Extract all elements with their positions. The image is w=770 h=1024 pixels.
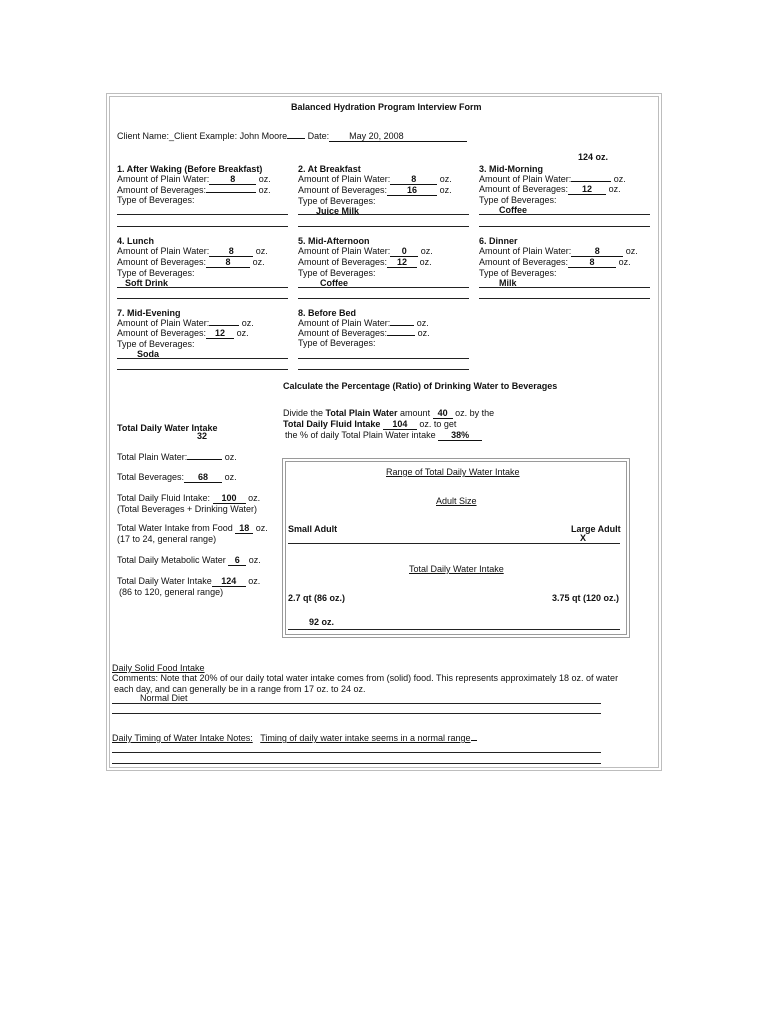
oz-label: oz.	[419, 257, 432, 267]
oz-label: oz.	[255, 246, 268, 256]
beverages-value[interactable]	[206, 192, 256, 193]
oz-label: oz.	[248, 555, 261, 565]
section-title: 3. Mid-Morning	[479, 164, 543, 174]
beverages-value[interactable]: 8	[206, 258, 250, 268]
range-low: 2.7 qt (86 oz.)	[288, 593, 346, 603]
section-lunch	[117, 236, 268, 288]
line	[298, 287, 469, 288]
plain-water-label: Amount of Plain Water:	[117, 246, 210, 256]
client-name-label: Client Name:	[117, 131, 170, 141]
pct-text: the % of daily Total Plain Water intake	[285, 430, 436, 440]
total-fluid-note: (Total Beverages + Drinking Water)	[117, 504, 257, 514]
form-title: Balanced Hydration Program Interview Form	[291, 102, 482, 112]
line	[479, 214, 650, 215]
section-title: 5. Mid-Afternoon	[298, 236, 370, 246]
beverages-label: Amount of Beverages:	[479, 257, 569, 267]
divide-text: oz. by the	[452, 408, 495, 418]
plain-water-total-value[interactable]: 40	[433, 409, 453, 419]
oz-label: oz.	[625, 246, 638, 256]
type-beverages-label: Type of Beverages:	[479, 268, 557, 278]
section-title: 2. At Breakfast	[298, 164, 361, 174]
timing-underline	[471, 740, 477, 741]
small-adult-label: Small Adult	[288, 524, 338, 534]
divide-bold: Total Plain Water	[325, 408, 398, 418]
date-label: Date:	[307, 131, 330, 141]
line	[112, 763, 601, 764]
section-title: 7. Mid-Evening	[117, 308, 181, 318]
oz-label: oz.	[255, 523, 268, 533]
oz-label: oz.	[236, 328, 249, 338]
line	[298, 369, 469, 370]
line	[112, 713, 601, 714]
type-beverages-label: Type of Beverages:	[298, 196, 376, 206]
plain-water-value[interactable]: 0	[390, 247, 418, 257]
beverages-label: Amount of Beverages:	[479, 184, 569, 194]
food-water-row	[117, 523, 268, 544]
food-water-value[interactable]: 18	[235, 524, 253, 534]
type-beverages-value[interactable]: Juice Milk	[316, 206, 360, 216]
range-high: 3.75 qt (120 oz.)	[552, 593, 620, 603]
range-result[interactable]: 92 oz.	[309, 617, 335, 627]
plain-water-value[interactable]	[571, 181, 611, 182]
section-mid-afternoon	[298, 236, 433, 288]
food-water-label: Total Water Intake from Food	[117, 523, 233, 533]
type-beverages-value[interactable]: Soft Drink	[125, 278, 169, 288]
type-beverages-value[interactable]: Coffee	[499, 205, 528, 215]
oz-label: oz.	[252, 257, 265, 267]
oz-label: oz.	[258, 174, 271, 184]
metabolic-water-label: Total Daily Metabolic Water	[117, 555, 226, 565]
fluid-bold: Total Daily Fluid Intake	[283, 419, 381, 429]
section-mid-evening	[117, 308, 254, 359]
range-box-inner	[285, 461, 627, 635]
food-diet[interactable]: Normal Diet	[140, 693, 188, 703]
type-beverages-label: Type of Beverages:	[479, 195, 557, 205]
line	[298, 298, 469, 299]
section-title: 1. After Waking (Before Breakfast)	[117, 164, 263, 174]
oz-label: oz.	[248, 576, 261, 586]
section-at-breakfast	[298, 164, 452, 216]
range-result-line	[288, 629, 620, 630]
type-beverages-label: Type of Beverages:	[117, 195, 195, 205]
total-plain-water-row	[117, 452, 237, 462]
total-intake-value[interactable]: 124	[212, 577, 246, 587]
food-heading: Daily Solid Food Intake	[112, 663, 205, 673]
section-title: 8. Before Bed	[298, 308, 357, 318]
oz-label: oz.	[241, 318, 254, 328]
plain-water-value[interactable]: 8	[209, 247, 253, 257]
total-beverages-value[interactable]: 68	[184, 473, 222, 483]
oz-label: oz.	[224, 452, 237, 462]
calc-heading: Calculate the Percentage (Ratio) of Drinking Water to Beverages	[283, 381, 558, 391]
beverages-value[interactable]: 16	[387, 186, 437, 196]
oz-label: oz.	[417, 328, 430, 338]
total-fluid-value[interactable]: 100	[213, 494, 246, 504]
type-beverages-label: Type of Beverages:	[298, 338, 376, 348]
section-dinner	[479, 236, 638, 288]
oz-label: oz.	[416, 318, 429, 328]
food-comment-2: each day, and can generally be in a range from 17 oz. to 24 oz.	[114, 684, 366, 694]
line	[479, 226, 650, 227]
line	[112, 703, 601, 704]
total-intake-note: (86 to 120, general range)	[119, 587, 224, 597]
line	[298, 358, 469, 359]
plain-water-label: Amount of Plain Water:	[298, 174, 391, 184]
total-beverages-label: Total Beverages:	[117, 472, 185, 482]
total-plain-water-label: Total Plain Water:	[117, 452, 188, 462]
line	[479, 287, 650, 288]
plain-water-label: Amount of Plain Water:	[117, 318, 210, 328]
line	[112, 752, 601, 753]
range-total-label: Total Daily Water Intake	[409, 564, 504, 574]
beverages-label: Amount of Beverages:	[117, 328, 207, 338]
timing-row	[112, 733, 477, 743]
food-water-note: (17 to 24, general range)	[117, 534, 217, 544]
divide-text: Divide the	[283, 408, 326, 418]
size-scale-line	[288, 543, 620, 544]
section-after-waking	[117, 164, 271, 205]
line	[117, 214, 288, 215]
oz-label: oz.	[613, 174, 626, 184]
total-fluid-label: Total Daily Fluid Intake:	[117, 493, 211, 503]
plain-water-label: Amount of Plain Water:	[479, 246, 572, 256]
food-comment-1: Comments: Note that 20% of our daily total water intake comes from (solid) food. This represents approximately 18 oz. of water	[112, 673, 619, 683]
type-beverages-value[interactable]: Soda	[137, 349, 160, 359]
adult-size-label: Adult Size	[436, 496, 477, 506]
oz-label: oz.	[224, 472, 237, 482]
oz-label: oz.	[248, 493, 261, 503]
beverages-value[interactable]: 8	[568, 258, 616, 268]
type-beverages-label: Type of Beverages:	[117, 339, 195, 349]
line	[117, 287, 288, 288]
divide-block	[283, 408, 494, 441]
plain-water-label: Amount of Plain Water:	[117, 174, 210, 184]
plain-water-label: Amount of Plain Water:	[479, 174, 572, 184]
timing-note[interactable]: Timing of daily water intake seems in a normal range	[260, 733, 471, 743]
daily-water-intake-value: 32	[197, 431, 208, 441]
plain-water-value[interactable]	[390, 325, 414, 326]
fluid-text: oz. to get	[416, 419, 457, 429]
total-intake-label: Total Daily Water Intake	[117, 576, 212, 586]
line	[117, 226, 288, 227]
beverages-label: Amount of Beverages:	[117, 257, 207, 267]
section-title: 4. Lunch	[117, 236, 155, 246]
beverages-label: Amount of Beverages:	[298, 328, 388, 338]
oz-label: oz.	[608, 184, 621, 194]
plain-water-value[interactable]: 8	[390, 175, 437, 185]
plain-water-value[interactable]	[209, 325, 239, 326]
large-adult-label: Large Adult	[571, 524, 621, 534]
beverages-value[interactable]: 12	[568, 185, 606, 195]
beverages-value[interactable]: 12	[387, 258, 417, 268]
oz-label: oz.	[258, 185, 271, 195]
total-beverages-row	[117, 472, 237, 483]
metabolic-water-value[interactable]: 6	[228, 556, 246, 566]
line	[117, 298, 288, 299]
type-beverages-label: Type of Beverages:	[117, 268, 195, 278]
type-beverages-value[interactable]: Milk	[499, 278, 517, 288]
total-intake-row	[117, 576, 260, 597]
line	[117, 358, 288, 359]
line	[479, 298, 650, 299]
type-beverages-label: Type of Beverages:	[298, 268, 376, 278]
client-name-underline	[287, 138, 305, 139]
beverages-label: Amount of Beverages:	[117, 185, 207, 195]
plain-water-label: Amount of Plain Water:	[298, 246, 391, 256]
divide-text: amount	[397, 408, 433, 418]
beverages-value[interactable]	[387, 335, 415, 336]
client-line	[117, 131, 467, 142]
oz-label: oz.	[618, 257, 631, 267]
pct-value[interactable]: 38%	[438, 431, 482, 441]
plain-water-label: Amount of Plain Water:	[298, 318, 391, 328]
section-title: 6. Dinner	[479, 236, 518, 246]
date-value[interactable]: May 20, 2008	[329, 131, 467, 142]
plain-water-value[interactable]: 8	[209, 175, 256, 185]
section-mid-morning	[479, 164, 626, 215]
fluid-total-value[interactable]: 104	[383, 420, 417, 430]
beverages-label: Amount of Beverages:	[298, 185, 388, 195]
plain-water-value[interactable]: 8	[571, 247, 623, 257]
large-adult-mark[interactable]: X	[580, 533, 587, 543]
range-title: Range of Total Daily Water Intake	[386, 467, 520, 477]
total-top: 124 oz.	[578, 152, 609, 162]
type-beverages-value[interactable]: Coffee	[320, 278, 349, 288]
oz-label: oz.	[420, 246, 433, 256]
line	[298, 226, 469, 227]
timing-heading: Daily Timing of Water Intake Notes:	[112, 733, 253, 743]
client-name-value[interactable]: _Client Example: John Moore	[169, 131, 288, 141]
oz-label: oz.	[439, 185, 452, 195]
line	[117, 369, 288, 370]
daily-water-intake-label: Total Daily Water Intake	[117, 423, 218, 433]
total-plain-water-value[interactable]	[187, 459, 222, 460]
total-fluid-row	[117, 493, 260, 514]
beverages-value[interactable]: 12	[206, 329, 234, 339]
oz-label: oz.	[439, 174, 452, 184]
beverages-label: Amount of Beverages:	[298, 257, 388, 267]
line	[298, 214, 469, 215]
section-before-bed	[298, 308, 430, 348]
metabolic-water-row	[117, 555, 261, 566]
